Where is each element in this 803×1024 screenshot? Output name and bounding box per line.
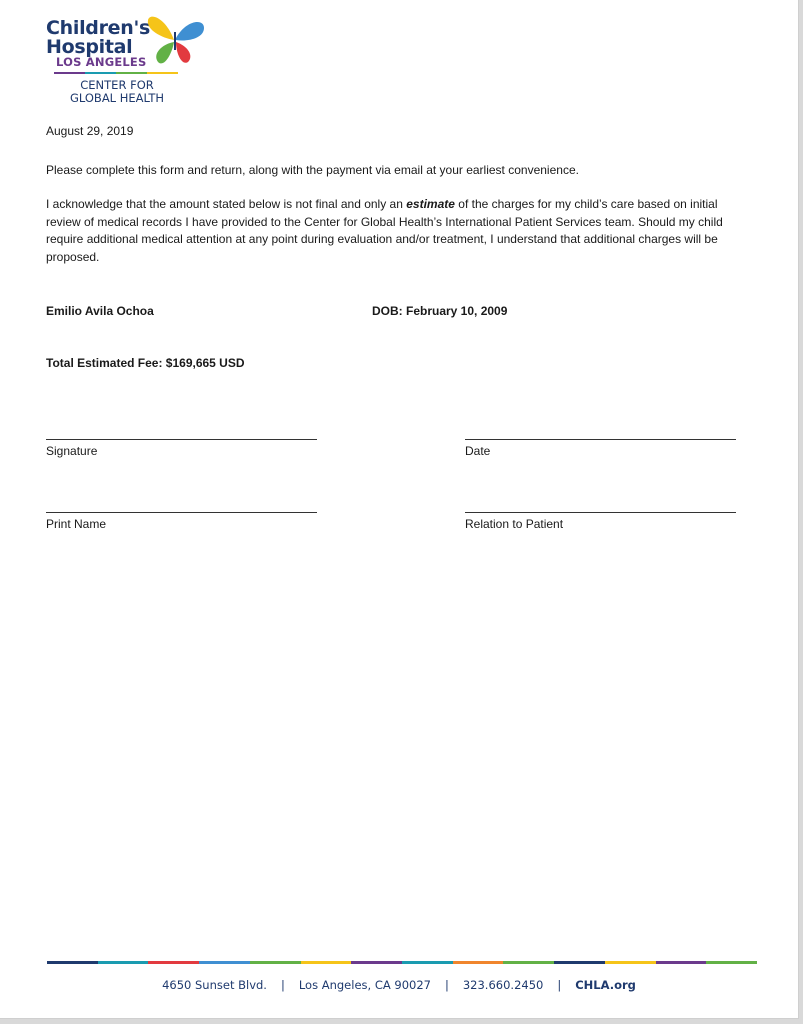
letter-date: August 29, 2019: [46, 124, 134, 138]
acknowledgement-paragraph: [46, 196, 751, 266]
ack-text-part1: I acknowledge that the amount stated below is not final and only an: [46, 197, 407, 211]
footer-phone: 323.660.2450: [462, 978, 544, 992]
print-name-line[interactable]: [46, 512, 317, 513]
relation-label: Relation to Patient: [465, 517, 564, 531]
footer-separator: |: [557, 978, 562, 992]
footer-address: 4650 Sunset Blvd.: [162, 978, 267, 992]
logo-color-rule: [54, 72, 178, 74]
print-name-label: Print Name: [46, 517, 107, 531]
footer-city: Los Angeles, CA 90027: [298, 978, 431, 992]
footer-separator: |: [280, 978, 285, 992]
total-estimated-fee: Total Estimated Fee: $169,665 USD: [46, 356, 245, 370]
signature-line[interactable]: [46, 439, 317, 440]
logo-line-childrens: Children's: [46, 17, 151, 39]
footer-website-link[interactable]: CHLA.org: [575, 978, 636, 992]
logo-line-hospital: Hospital: [46, 36, 133, 58]
footer-color-rule: [47, 961, 757, 964]
signature-label: Signature: [46, 444, 98, 458]
footer-separator: |: [444, 978, 449, 992]
patient-dob: DOB: February 10, 2009: [372, 304, 508, 318]
instruction-text: Please complete this form and return, along with the payment via email at your earliest convenience.: [46, 163, 579, 177]
logo-los-angeles: LOS ANGELES: [56, 55, 147, 69]
relation-line[interactable]: [465, 512, 736, 513]
date-line[interactable]: [465, 439, 736, 440]
ack-text-part2: of the charges for my child’s care based on initial review of medical records I have provided to the Center for Global Health’s International Patient Services team. Should my child require additional medical attention at any point during evaluation and/or treatment, I understand that additional charges will be proposed.: [46, 197, 723, 264]
date-label: Date: [465, 444, 491, 458]
ack-emphasis: estimate: [406, 197, 455, 211]
butterfly-icon: [144, 10, 206, 68]
chla-logo: [44, 10, 214, 110]
footer-contact: [0, 977, 798, 993]
logo-center-for: CENTER FOR: [80, 78, 154, 92]
logo-global-health: GLOBAL HEALTH: [69, 91, 165, 105]
patient-name: Emilio Avila Ochoa: [46, 304, 154, 318]
